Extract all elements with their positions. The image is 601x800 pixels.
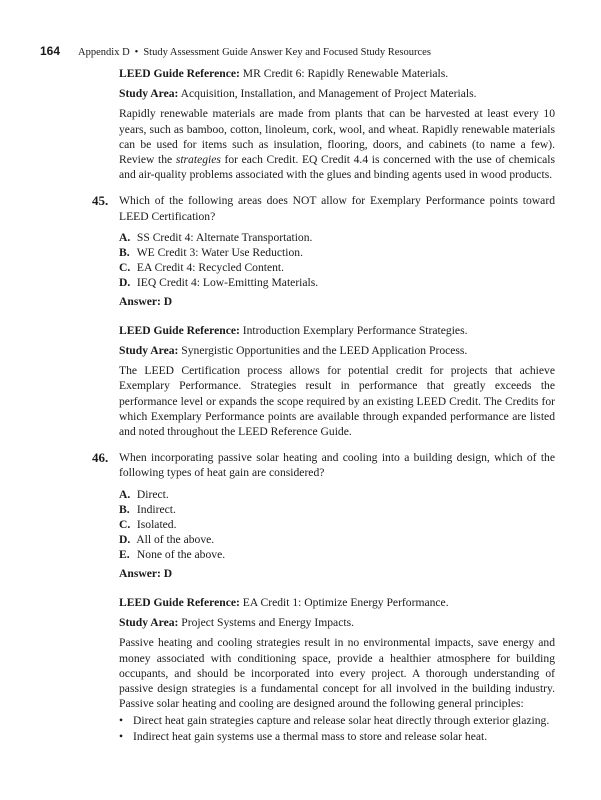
guide-reference xyxy=(119,66,555,81)
question-46 xyxy=(92,450,555,480)
option-text: Isolated. xyxy=(136,518,177,532)
bullet-icon: • xyxy=(119,729,124,743)
question-45 xyxy=(92,193,555,223)
study-area-text: Project Systems and Energy Impacts. xyxy=(181,616,354,630)
option-letter: A. xyxy=(119,487,131,501)
explanation-paragraph: Passive heating and cooling strategies result in no environmental impacts, save energy and money associated with conditioning space, provide a healthier atmosphere for building occupants, and should be incorporated into every project. A thorough understanding of passive design strategies is a fundamental concept for all involved in the building industry. Passive solar heating and cooling are designed around the following general principles: xyxy=(119,636,555,711)
answer-key: Answer: D xyxy=(119,294,173,308)
option-a xyxy=(119,230,555,245)
question-number: 46. xyxy=(92,450,109,466)
option-letter: C. xyxy=(119,518,131,532)
question-number: 45. xyxy=(92,193,109,209)
option-text: SS Credit 4: Alternate Transportation. xyxy=(136,230,313,244)
guide-reference xyxy=(119,323,555,338)
list-item-text: Indirect heat gain systems use a thermal mass to store and release solar heat. xyxy=(133,729,488,743)
option-d xyxy=(119,275,555,290)
question-text: Which of the following areas does NOT allow for Exemplary Performance points toward LEED Certification? xyxy=(119,194,555,223)
option-text: Direct. xyxy=(136,487,169,501)
study-area-text: Acquisition, Installation, and Management of Project Materials. xyxy=(180,87,477,101)
study-area-label: Study Area: xyxy=(119,616,179,630)
option-b xyxy=(119,245,555,260)
explanation-emphasis: strategies xyxy=(175,153,221,167)
study-area xyxy=(119,86,555,101)
answer-key: Answer: D xyxy=(119,566,173,580)
list-item-text: Direct heat gain strategies capture and release solar heat directly through exterior glazing. xyxy=(133,714,550,728)
reference-text: EA Credit 1: Optimize Energy Performance. xyxy=(242,595,449,609)
principles-list xyxy=(119,713,555,743)
option-c xyxy=(119,260,555,275)
bullet-icon: • xyxy=(119,714,124,728)
answer-options xyxy=(119,230,555,291)
option-letter: B. xyxy=(119,246,130,260)
study-area xyxy=(119,343,555,358)
reference-label: LEED Guide Reference: xyxy=(119,595,240,609)
study-area-label: Study Area: xyxy=(119,87,179,101)
option-a xyxy=(119,487,555,502)
option-letter: D. xyxy=(119,533,131,547)
explanation-text-cont: for each Credit. EQ Credit 4.4 is concerned with the use of chemicals and air-quality problems associated with the glues and binding agents used in wood products. xyxy=(119,153,555,182)
option-text: WE Credit 3: Water Use Reduction. xyxy=(136,246,303,260)
option-d xyxy=(119,532,555,547)
header-title: Study Assessment Guide Answer Key and Focused Study Resources xyxy=(143,47,431,58)
reference-label: LEED Guide Reference: xyxy=(119,67,240,80)
option-text: IEQ Credit 4: Low-Emitting Materials. xyxy=(136,276,319,290)
question-text: When incorporating passive solar heating and cooling into a building design, which of the following types of heat gain are considered? xyxy=(119,451,555,480)
study-area-label: Study Area: xyxy=(119,344,179,358)
page-number: 164 xyxy=(40,44,61,58)
list-item xyxy=(119,713,555,728)
option-text: Indirect. xyxy=(136,502,176,516)
header-bullet: • xyxy=(134,47,139,58)
option-letter: B. xyxy=(119,502,130,516)
explanation-paragraph: The LEED Certification process allows for potential credit for projects that achieve Exemplary Performance. Strategies result in performance that greatly exceeds the performance level or expands the scope required by an existing LEED Credit. The Credits for which Exemplary Performance points are available through expanded performance are listed and noted throughout the LEED Reference Guide. xyxy=(119,364,555,439)
option-letter: C. xyxy=(119,261,131,275)
option-letter: D. xyxy=(119,276,131,290)
option-letter: E. xyxy=(119,548,130,562)
study-area-text: Synergistic Opportunities and the LEED Application Process. xyxy=(181,344,468,358)
study-area xyxy=(119,615,555,630)
explanation-paragraph xyxy=(119,106,555,182)
reference-text: Introduction Exemplary Performance Strategies. xyxy=(242,323,468,337)
answer-options xyxy=(119,487,555,563)
option-text: None of the above. xyxy=(136,548,226,562)
explanation-text: Rapidly renewable materials are made from plants that can be harvested at least every 10 years, such as bamboo, cotton, linoleum, cork, wool, and wheat. Rapidly renewable materials can be used for items such as insulation, flooring, doors, and cabinets (to name a few). Review the xyxy=(119,107,555,167)
option-letter: A. xyxy=(119,230,131,244)
reference-label: LEED Guide Reference: xyxy=(119,323,240,337)
reference-text: MR Credit 6: Rapidly Renewable Materials. xyxy=(242,67,449,80)
option-c xyxy=(119,517,555,532)
running-header xyxy=(40,44,561,60)
list-item xyxy=(119,729,555,744)
page-content xyxy=(92,66,555,744)
appendix-label: Appendix D xyxy=(78,47,130,58)
option-text: EA Credit 4: Recycled Content. xyxy=(136,261,285,275)
option-text: All of the above. xyxy=(136,533,215,547)
option-b xyxy=(119,502,555,517)
option-e xyxy=(119,547,555,562)
guide-reference xyxy=(119,595,555,610)
